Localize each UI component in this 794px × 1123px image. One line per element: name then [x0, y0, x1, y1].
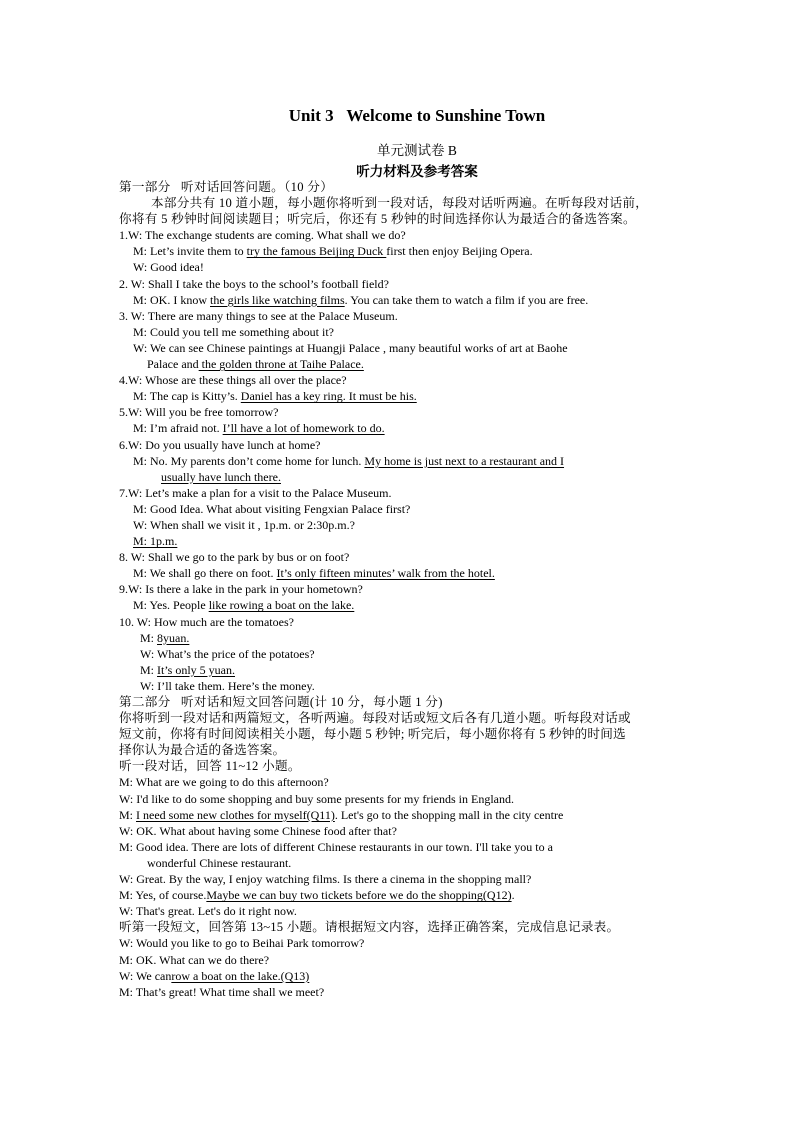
test-subtitle: 单元测试卷 B	[377, 143, 457, 158]
q10-line3: W: What’s the price of the potatoes?	[140, 646, 315, 661]
q1-answer: try the famous Beijing Duck	[246, 244, 387, 259]
q8-line1: 8. W: Shall we go to the park by bus or on foot?	[119, 550, 350, 565]
part1-intro-line1: 本部分共有 10 道小题，每小题你将听到一段对话，每段对话听两遍。在听每段对话前，	[151, 196, 649, 211]
q7-line3: W: When shall we visit it , 1p.m. or 2:30p.m.?	[133, 517, 355, 532]
passage-line2: M: OK. What can we do there?	[119, 952, 270, 967]
q8-line2: M: We shall go there on foot. It’s only fifteen minutes’ walk from the hotel.	[133, 566, 495, 581]
q5-line2: M: I’m afraid not. I’ll have a lot of homework to do.	[133, 421, 385, 436]
q2-line2: M: OK. I know the girls like watching films. You can take them to watch a film if you are free.	[133, 292, 589, 307]
q6-answer: My home is just next to a restaurant and I	[364, 453, 565, 468]
dialogue-line7: W: Great. By the way, I enjoy watching films. Is there a cinema in the shopping mall?	[119, 872, 532, 887]
q10-answer1: 8yuan.	[157, 630, 190, 645]
q1-line1: 1.W: The exchange students are coming. What shall we do?	[119, 228, 406, 243]
q6-line1: 6.W: Do you usually have lunch at home?	[119, 437, 321, 452]
q6-answer-cont: usually have lunch there.	[161, 469, 281, 484]
q3-line3: W: We can see Chinese paintings at Huangji Palace , many beautiful works of art at Baohe	[133, 340, 568, 355]
q7-answer: M: 1p.m.	[133, 534, 178, 549]
q10-line1: 10. W: How much are the tomatoes?	[119, 614, 294, 629]
q8-answer: It’s only fifteen minutes’ walk from the hotel.	[276, 566, 495, 581]
q1-line2: M: Let’s invite them to try the famous Beijing Duck first then enjoy Beijing Opera.	[133, 244, 533, 259]
part1-heading: 第一部分 听对话回答问题。（10 分）	[119, 180, 334, 194]
document-title: Unit 3 Welcome to Sunshine Town	[288, 106, 546, 125]
q12-answer: Maybe we can buy two tickets before we do the shopping(Q12)	[206, 888, 512, 903]
q10-answer2: It’s only 5 yuan.	[157, 662, 236, 677]
q9-answer: like rowing a boat on the lake.	[208, 598, 355, 613]
passage-line3: W: We canrow a boat on the lake.(Q13)	[119, 968, 310, 983]
q3-line1: 3. W: There are many things to see at the Palace Museum.	[119, 308, 398, 323]
dialogue-instruction: 听一段对话，回答 11~12 小题。	[119, 759, 301, 774]
q11-answer: I need some new clothes for myself(Q11)	[136, 807, 335, 822]
q4-line2: M: The cap is Kitty’s. Daniel has a key ring. It must be his.	[133, 389, 417, 404]
q13-answer: row a boat on the lake.(Q13)	[171, 968, 310, 983]
q5-answer: I’ll have a lot of homework to do.	[222, 421, 385, 436]
document-body	[119, 179, 679, 1000]
passage-instruction: 听第一段短文，回答第 13~15 小题。请根据短文内容，选择正确答案，完成信息记录表。	[119, 920, 620, 935]
part2-intro-line2: 短文前，你将有时间阅读相关小题，每小题 5 秒钟; 听完后，每小题你将有 5 秒钟的时间选	[119, 727, 626, 742]
part2-intro-line1: 你将听到一段对话和两篇短文，各听两遍。每段对话或短文后各有几道小题。听每段对话或	[119, 711, 631, 726]
dialogue-line2: W: I'd like to do some shopping and buy some presents for my friends in England.	[119, 791, 514, 806]
q10-line5: W: I’ll take them. Here’s the money.	[140, 678, 315, 693]
q10-line2: M: 8yuan.	[140, 630, 190, 645]
q3-line4: Palace and the golden throne at Taihe Palace.	[147, 357, 364, 372]
section-heading: 听力材料及参考答案	[356, 164, 478, 179]
q9-line2: M: Yes. People like rowing a boat on the lake.	[133, 598, 355, 613]
q7-line2: M: Good Idea. What about visiting Fengxian Palace first?	[133, 501, 411, 516]
q3-line2: M: Could you tell me something about it?	[133, 324, 334, 339]
part1-intro-line2: 你将有 5 秒钟时间阅读题目；听完后，你还有 5 秒钟的时间选择你认为最适合的备选答案。	[119, 212, 636, 227]
passage-line1: W: Would you like to go to Beihai Park tomorrow?	[119, 936, 365, 951]
q7-line1: 7.W: Let’s make a plan for a visit to the Palace Museum.	[119, 485, 392, 500]
part2-intro-line3: 择你认为最合适的备选答案。	[119, 743, 286, 758]
part2-heading: 第二部分 听对话和短文回答问题(计 10 分，每小题 1 分)	[119, 695, 443, 709]
dialogue-line6: wonderful Chinese restaurant.	[147, 855, 292, 870]
dialogue-line4: W: OK. What about having some Chinese food after that?	[119, 823, 397, 838]
dialogue-line1: M: What are we going to do this afternoon?	[119, 775, 329, 790]
q2-line1: 2. W: Shall I take the boys to the school’s football field?	[119, 276, 389, 291]
q4-answer: Daniel has a key ring. It must be his.	[240, 389, 417, 404]
q5-line1: 5.W: Will you be free tomorrow?	[119, 405, 279, 420]
dialogue-line9: W: That's great. Let's do it right now.	[119, 904, 297, 919]
q6-line2: M: No. My parents don’t come home for lunch. My home is just next to a restaurant and I	[133, 453, 565, 468]
dialogue-line8: M: Yes, of course.Maybe we can buy two tickets before we do the shopping(Q12).	[119, 888, 515, 903]
dialogue-line5: M: Good idea. There are lots of different Chinese restaurants in our town. I'll take you to a	[119, 839, 553, 854]
q9-line1: 9.W: Is there a lake in the park in your hometown?	[119, 582, 363, 597]
dialogue-line3: M: I need some new clothes for myself(Q11). Let's go to the shopping mall in the city centre	[119, 807, 564, 822]
passage-line4: M: That’s great! What time shall we meet?	[119, 984, 325, 999]
q4-line1: 4.W: Whose are these things all over the place?	[119, 373, 347, 388]
q7-line4	[119, 533, 679, 549]
q3-answer: the golden throne at Taihe Palace.	[198, 357, 364, 372]
q10-line4: M: It’s only 5 yuan.	[140, 662, 236, 677]
q6-line3	[119, 469, 679, 485]
q1-line3: W: Good idea!	[133, 260, 204, 275]
q2-answer: the girls like watching films	[210, 292, 345, 307]
